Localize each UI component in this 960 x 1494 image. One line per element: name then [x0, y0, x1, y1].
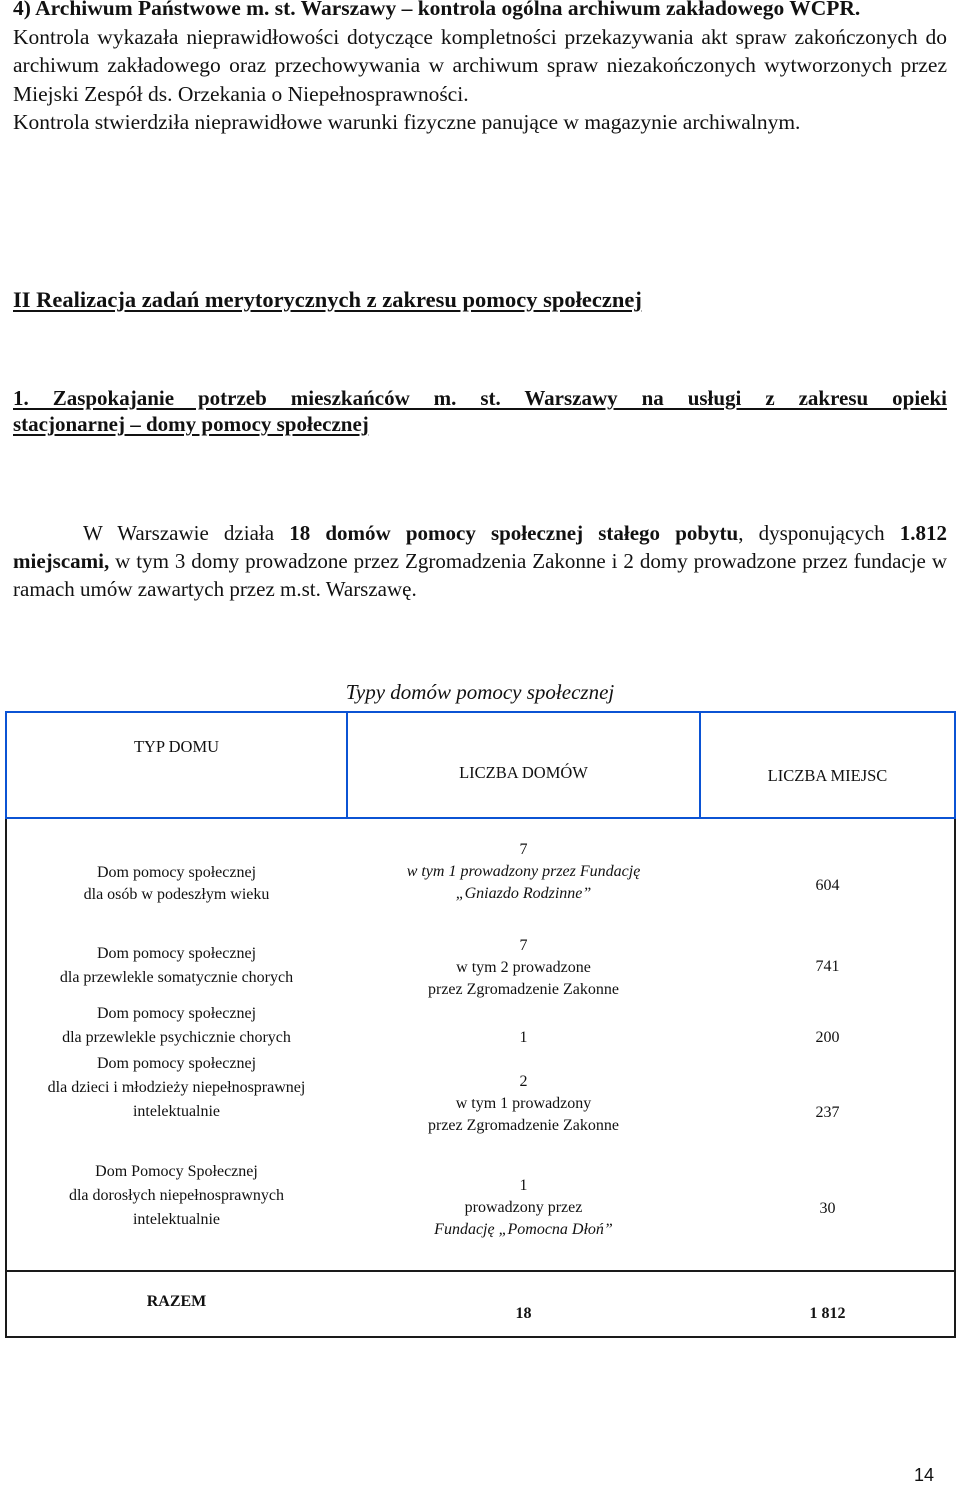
row-5-type-line: intelektualnie: [132, 1211, 221, 1228]
row-2-count-value: 7: [519, 937, 528, 954]
row-3-type: [5, 1003, 348, 1049]
row-4-type-line: Dom pomocy społecznej: [96, 1055, 257, 1072]
row-5-count-value: 1: [519, 1177, 528, 1194]
para-bold-2: 1.812 miejscami,: [13, 521, 947, 573]
header-divider: [699, 713, 701, 817]
row-1-type-line: dla osób w podeszłym wieku: [83, 886, 270, 903]
row-4-count: [348, 1071, 699, 1137]
houses-table: [5, 711, 956, 1338]
row-4-count-value: 2: [519, 1073, 528, 1090]
intro-text-1: Kontrola wykazała nieprawidłowości dotyczące kompletności przekazywania akt spraw zakończonych do archiwum zakładowego oraz przechowywania w archiwum spraw niezakończonych wytworzonych przez Miejski Zespół ds. Orzekania o Niepełnosprawności.: [13, 24, 947, 106]
row-4-type-line: intelektualnie: [132, 1103, 221, 1120]
row-5-places: 30: [819, 1200, 836, 1217]
row-2-places: 741: [815, 958, 840, 975]
row-2-type: [5, 943, 348, 989]
row-5-type-line: dla dorosłych niepełnosprawnych: [68, 1187, 285, 1204]
intro-text-2: Kontrola stwierdziła nieprawidłowe warunki fizyczne panujące w magazynie archiwalnym.: [13, 110, 801, 134]
row-3-count: 1: [519, 1029, 528, 1046]
row-4-count-note: w tym 1 prowadzony: [455, 1095, 592, 1112]
para-text-1: W Warszawie działa: [83, 521, 290, 545]
table-border-bottom: [5, 1336, 956, 1338]
row-3-type-line: Dom pomocy społecznej: [96, 1005, 257, 1022]
row-5-type-line: Dom Pomocy Społecznej: [95, 1163, 258, 1180]
table-title: Typy domów pomocy społecznej: [345, 680, 615, 704]
row-1-count-note: w tym 1 prowadzony przez Fundację: [406, 863, 641, 880]
row-4-count-note: przez Zgromadzenie Zakonne: [427, 1117, 619, 1134]
sub-heading: [13, 385, 947, 437]
row-5-count: [348, 1175, 699, 1241]
row-1-places: 604: [815, 877, 840, 894]
sub-heading-line-2: stacjonarnej – domy pomocy społecznej: [13, 412, 369, 436]
header-count: LICZBA DOMÓW: [459, 763, 588, 782]
row-1-count-note: „Gniazdo Rodzinne”: [455, 885, 592, 902]
row-separator: [5, 1270, 956, 1272]
section-heading: II Realizacja zadań merytorycznych z zakresu pomocy społecznej: [13, 287, 642, 312]
total-count: 18: [515, 1305, 532, 1322]
para-bold-1: 18 domów pomocy społecznej stałego pobytu: [289, 521, 739, 545]
body-paragraph: [13, 519, 947, 603]
header-type: TYP DOMU: [133, 737, 220, 756]
total-label: RAZEM: [146, 1293, 207, 1310]
para-text-2: , dysponujących: [738, 521, 900, 545]
row-5-count-note: prowadzony przez: [464, 1199, 583, 1216]
table-border-right: [954, 819, 956, 1338]
intro-paragraph: [13, 0, 947, 137]
row-2-count: [348, 935, 699, 1001]
intro-section: [13, 0, 947, 137]
row-1-count: [348, 839, 699, 905]
intro-heading: 4) Archiwum Państwowe m. st. Warszawy – kontrola ogólna archiwum zakładowego WCPR.: [13, 0, 861, 20]
row-1-type-line: Dom pomocy społecznej: [96, 864, 257, 881]
row-1-type: [5, 862, 348, 906]
row-4-type: [5, 1053, 348, 1123]
row-2-type-line: dla przewlekle somatycznie chorych: [59, 969, 294, 986]
para-text-3: w tym 3 domy prowadzone przez Zgromadzenia Zakonne i 2 domy prowadzone przez fundacje w ramach umów zawartych przez m.st. Warszawę.: [13, 549, 947, 601]
row-1-count-value: 7: [519, 841, 528, 858]
row-2-count-note: przez Zgromadzenie Zakonne: [427, 981, 619, 998]
row-3-type-line: dla przewlekle psychicznie chorych: [62, 1029, 291, 1046]
row-2-type-line: Dom pomocy społecznej: [96, 945, 257, 962]
row-5-count-note: Fundację „Pomocna Dłoń”: [434, 1221, 613, 1238]
row-5-type: [5, 1161, 348, 1231]
row-4-type-line: dla dzieci i młodzieży niepełnosprawnej: [47, 1079, 306, 1096]
row-4-places: 237: [815, 1104, 840, 1121]
page-number: 14: [914, 1465, 935, 1485]
sub-heading-line-1: 1. Zaspokajanie potrzeb mieszkańców m. st. Warszawy na usługi z zakresu opieki: [13, 386, 947, 410]
total-places: 1 812: [809, 1305, 846, 1322]
row-2-count-note: w tym 2 prowadzone: [456, 959, 591, 976]
row-3-places: 200: [815, 1029, 840, 1046]
header-places: LICZBA MIEJSC: [767, 766, 888, 785]
